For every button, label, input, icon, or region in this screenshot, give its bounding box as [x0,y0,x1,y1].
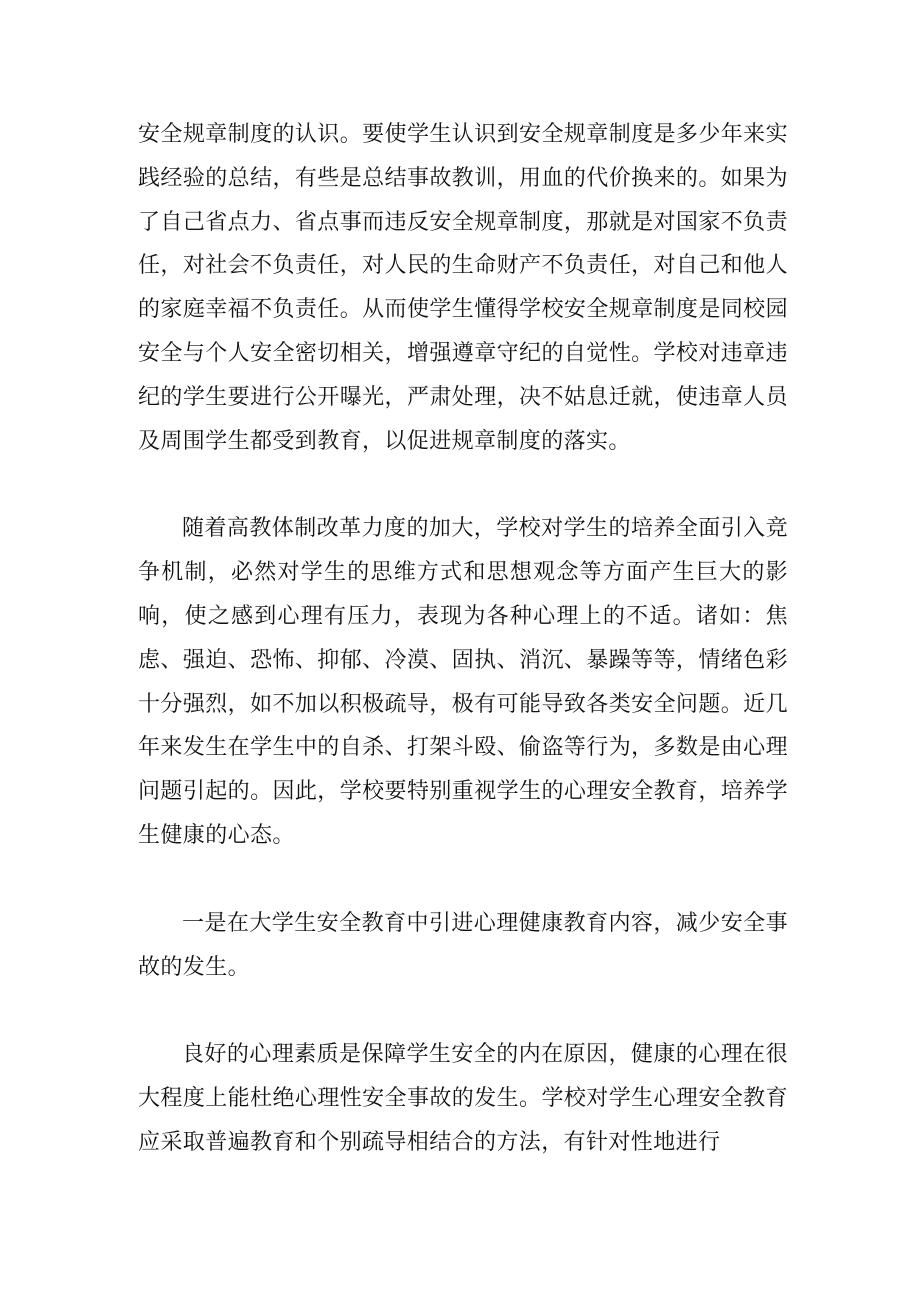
paragraph-3: 一是在大学生安全教育中引进心理健康教育内容，减少安全事故的发生。 [138,910,788,980]
paragraph-gap [138,989,788,1033]
paragraph-4: 良好的心理素质是保障学生安全的内在原因，健康的心理在很大程度上能杜绝心理性安全事故的发生。学校对学生心理安全教育应采取普遍教育和个别疏导相结合的方法，有针对性地进行 [138,1042,788,1155]
paragraph-1: 安全规章制度的认识。要使学生认识到安全规章制度是多少年来实践经验的总结，有些是总结事故教训，用血的代价换来的。如果为了自己省点力、省点事而违反安全规章制度，那就是对国家不负责任，对社会不负责任，对人民的生命财产不负责任，对自己和他人的家庭幸福不负责任。从而使学生懂得学校安全规章制度是同校园安全与个人安全密切相关，增强遵章守纪的自觉性。学校对违章违纪的学生要进行公开曝光，严肃处理，决不姑息迁就，使违章人员及周围学生都受到教育，以促进规章制度的落实。 [138,122,788,454]
paragraph-gap [138,463,788,507]
document-page [138,113,788,1165]
paragraph-gap [138,858,788,902]
paragraph-2: 随着高教体制改革力度的加大，学校对学生的培养全面引入竞争机制，必然对学生的思维方式和思想观念等方面产生巨大的影响，使之感到心理有压力，表现为各种心理上的不适。诸如：焦虑、强迫、恐怖、抑郁、冷漠、固执、消沉、暴躁等等，情绪色彩十分强烈，如不加以积极疏导，极有可能导致各类安全问题。近几年来发生在学生中的自杀、打架斗殴、偷盗等行为，多数是由心理问题引起的。因此，学校要特别重视学生的心理安全教育，培养学生健康的心态。 [138,516,788,848]
